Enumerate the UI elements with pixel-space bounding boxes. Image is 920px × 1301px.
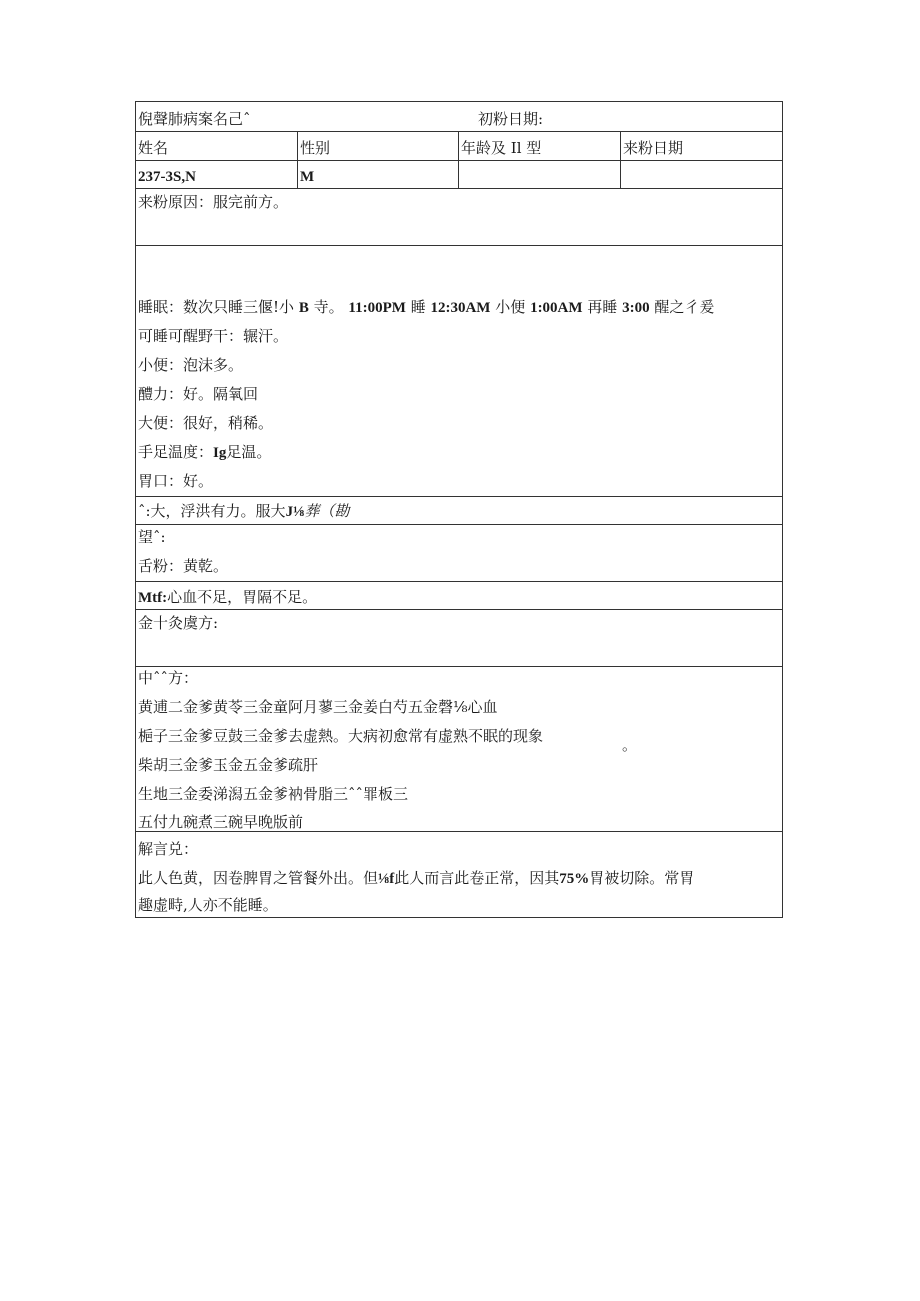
herbal-line-3: 柴胡三金爹玉金五金爹疏肝 xyxy=(138,756,319,774)
form-header-row xyxy=(136,102,782,132)
value-cell-sex xyxy=(298,161,459,188)
patient-info-header-row xyxy=(136,132,782,161)
inspection-row xyxy=(136,525,782,582)
herbal-line-4: 生地三金委涕潟五金爹衲骨脂三ˆˆ罪板三 xyxy=(138,785,409,803)
energy: 醴力：好。隔氧回 xyxy=(138,385,259,403)
sleep-line-1: 睡眠：数次只睡三偃!小 B 寺。 11:00PM 睡 12:30AM 小便 1:00AM 再睡 3:00 醒之彳爰 xyxy=(138,298,715,316)
appetite: 胃口：好。 xyxy=(138,472,214,490)
inspection-label: 望ˆ: xyxy=(138,528,166,546)
herbal-row xyxy=(136,667,782,832)
pulse-text: ˆ:大，浮洪有力。服大J⅛葬（勘 xyxy=(138,502,350,520)
pulse-row xyxy=(136,497,782,525)
temperature: 手足温度：Ig足温。 xyxy=(138,443,272,461)
patient-info-value-row xyxy=(136,161,782,189)
diagnosis-row xyxy=(136,582,782,610)
tongue: 舌粉：黄乾。 xyxy=(138,557,229,575)
herbal-line-2: 梔子三金爹豆鼓三金爹去虚熱。大病初愈常有虚熟不眠的现象 xyxy=(138,727,544,745)
header-cell-visit-date xyxy=(621,132,782,160)
value-cell-name xyxy=(136,161,298,188)
header-sex: 性别 xyxy=(300,139,331,157)
explanation-line-2: 趣虚畤,人亦不能睡。 xyxy=(138,896,278,914)
herbal-line-2-end: 。 xyxy=(622,736,638,754)
stool: 大便：很好，稍稀。 xyxy=(138,414,274,432)
value-cell-age xyxy=(459,161,621,188)
patient-name: 237-3S,N xyxy=(138,169,196,185)
header-visit-date: 来粉日期 xyxy=(623,139,684,157)
visit-reason: 来粉原因：服完前方。 xyxy=(138,193,289,211)
first-visit-date-label: 初粉日期: xyxy=(478,110,544,128)
header-cell-sex xyxy=(298,132,459,160)
acupuncture-row xyxy=(136,610,782,667)
sleep-line-2: 可睡可醒野干：辗汗。 xyxy=(138,327,289,345)
visit-reason-row xyxy=(136,189,782,246)
form-title: 倪聲肺病案名己ˆ xyxy=(138,110,251,128)
diagnosis: Mtf:心血不足，胃隔不足。 xyxy=(138,588,318,606)
header-age: 年龄及 Il 型 xyxy=(461,139,542,157)
explanation-line-1: 此人色黄，因卷脾胃之管餐外出。但⅛f此人而言此卷正常，因其75%胃被切除。常胃 xyxy=(138,869,695,887)
herbal-label: 中ˆˆ方： xyxy=(138,669,199,687)
symptoms-row xyxy=(136,246,782,497)
acupuncture-label: 金十灸虞方: xyxy=(138,614,219,632)
patient-sex: M xyxy=(300,169,315,185)
herbal-line-5: 五付九碗煮三碗早晚版前 xyxy=(138,813,304,831)
urine: 小便：泡沫多。 xyxy=(138,356,244,374)
header-cell-age xyxy=(459,132,621,160)
medical-record-form xyxy=(135,101,783,918)
explanation-row xyxy=(136,832,782,917)
header-name: 姓名 xyxy=(138,139,169,157)
value-cell-visit-date xyxy=(621,161,782,188)
header-cell-name xyxy=(136,132,298,160)
explanation-label: 解言兑： xyxy=(138,840,199,858)
herbal-line-1: 黄逋二金爹黄苓三金童阿月蓼三金姜白芍五金磬⅛心血 xyxy=(138,698,498,716)
